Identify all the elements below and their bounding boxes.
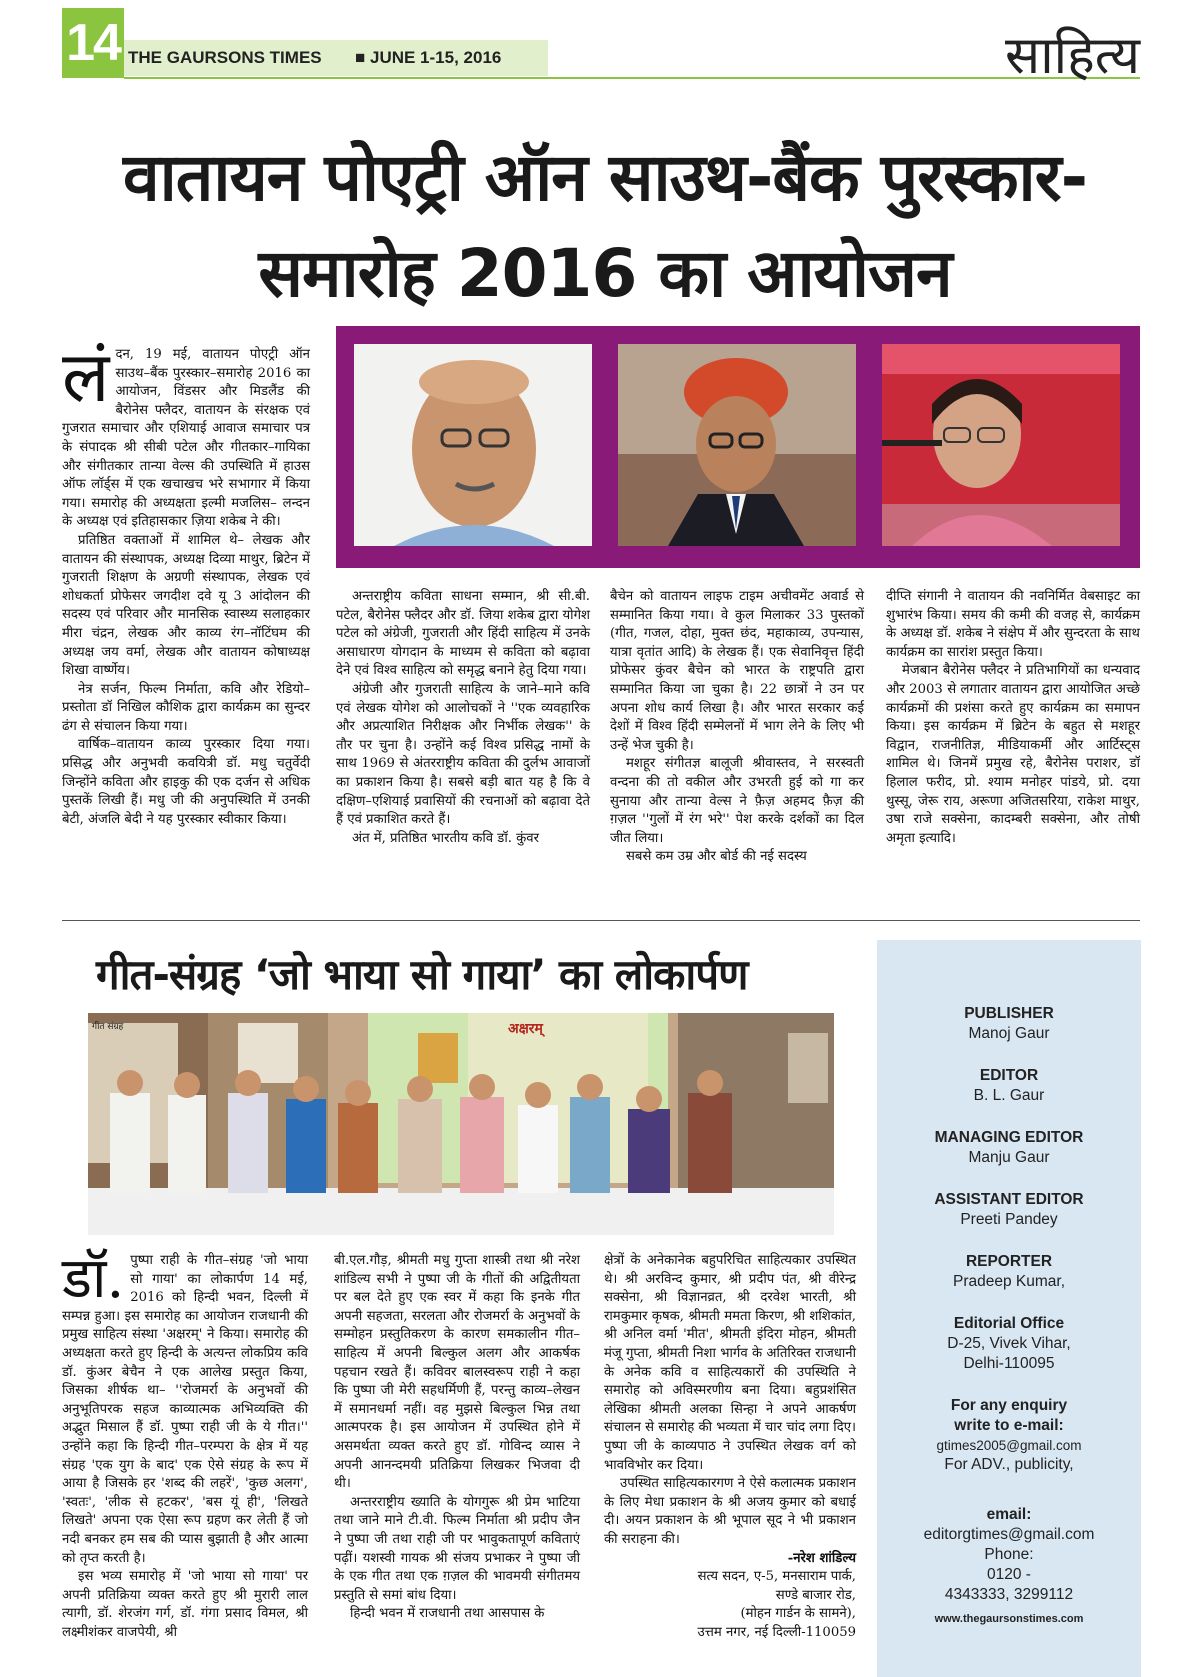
reporter-name: Pradeep Kumar, — [952, 1273, 1065, 1290]
headline-line-1: वातायन पोएट्री ऑन साउथ-बैंक पुरस्कार- — [122, 139, 1088, 216]
portrait-photo-1 — [354, 344, 592, 546]
issue-date: ■ JUNE 1-15, 2016 — [355, 48, 502, 67]
assistant-editor-label: ASSISTANT EDITOR — [934, 1191, 1084, 1208]
address-line: सत्य सदन, ए-5, मनसाराम पार्क, — [697, 1569, 856, 1585]
article1-column-1 — [62, 336, 310, 829]
page-number: 14 — [62, 8, 124, 78]
photo-corner-text: गीत संग्रह — [92, 1022, 124, 1032]
paragraph: दन, 19 मई, वातायन पोएट्री ऑन साउथ–बैंक पुरस्कार–समारोह 2016 का आयोजन, विंडसर और मिडलैंड की बैरोनेस फ्लैदर, वातायन के संरक्षक एवं गुजरात समाचार और एशियाई आवाज समाचार पत्र के संपादक श्री सीबी पटेल और गीतकार–गायिका और संगीतकार तान्या वेल्स की उपस्थिति में हाउस ऑफ लॉर्ड्स में एक खचाखच भरे सभागार में किया गया। समारोह की अध्यक्षता इल्मी मजलिस– लन्दन के अध्यक्ष एवं इतिहासकार ज़िया शकेब ने की। — [62, 347, 310, 530]
author-name: -नरेश शांडिल्य — [787, 1550, 856, 1566]
photo-banner-text: अक्षरम् — [508, 1021, 543, 1037]
article1-headline — [70, 130, 1140, 322]
phone-label: Phone: — [984, 1546, 1034, 1563]
enquiry-label: For any enquiry — [950, 1397, 1068, 1414]
office-address-line: D-25, Vivek Vihar, — [947, 1335, 1071, 1352]
paragraph: वार्षिक–वातायन काव्य पुरस्कार दिया गया। प्रसिद्ध और अनुभवी कवयित्री डॉ. मधु चतुर्वेदी जिन्होंने कविता और हाइकु की एक दर्जन से अधिक पुस्तकें लिखी हैं। मधु जी की अनुपस्थिति में उनकी बेटी, अंजलि बेदी ने यह पुरस्कार स्वीकार किया। — [62, 737, 310, 827]
article1-column-2 — [336, 588, 590, 848]
paragraph: अंग्रेजी और गुजराती साहित्य के जाने–माने कवि एवं लेखक योगेश को आलोचकों ने ''एक व्यवहारिक और अप्रत्याशित निरीक्षक और निर्भीक लेखक'' के तौर पर चुना है। उन्होंने कई विश्व प्रसिद्ध नामों के साथ 1969 से अंतरराष्ट्रीय कविता की दुर्लभ आवाजों का प्रकाशन किया है। सबसे बड़ी बात यह है कि वे दक्षिण–एशियाई प्रवासियों की रचनाओं को बढ़ावा देते हैं एवं प्रकाशित करते हैं। — [336, 681, 590, 828]
portrait-photo-3 — [882, 344, 1120, 546]
headline-line-2: समारोह 2016 का आयोजन — [258, 235, 952, 312]
paragraph: अन्तरराष्ट्रीय ख्याति के योगगुरू श्री प्रेम भाटिया तथा जाने माने टी.वी. फिल्म निर्माता श्री प्रदीप जैन ने पुष्पा जी तथा राही जी पर भावुकतापूर्ण कविताएं पढ़ीं। यशस्वी गायक श्री संजय प्रभाकर ने पुष्पा जी के एक गीत तथा एक ग़ज़ल की भावमयी संगीतमय प्रस्तुति से समां बांध दिया। — [334, 1494, 580, 1603]
paragraph: क्षेत्रों के अनेकानेक बहुपरिचित साहित्यकार उपस्थित थे। श्री अरविन्द कुमार, श्री प्रदीप पंत, श्री वीरेन्द्र सक्सेना, श्री विज्ञानव्रत, श्री दरवेश भारती, श्री रामकुमार कृषक, श्रीमती ममता किरण, श्री शशिकांत, श्री अनिल वर्मा 'मीत', श्रीमती इंदिरा मोहन, श्रीमती मंजू गुप्ता, श्रीमती निशा भार्गव के अतिरिक्त राजधानी के अनेक कवि व साहित्यकारों की उपस्थिति ने समारोह को अविस्मरणीय बना दिया। बहुप्रशंसित लेखिका श्रीमती अलका सिन्हा ने अपने आकर्षण संचालन से समारोह की भव्यता में चार चांद लगा दिए। पुष्पा जी के काव्यपाठ ने उपस्थित लेखक वर्ग को भावविभोर कर दिया। — [604, 1253, 856, 1473]
paragraph: अन्तराष्ट्रीय कविता साधना सम्मान, श्री सी.बी. पटेल, बैरोनेस फ्लैदर और डॉ. जिया शकेब द्वारा योगेश पटेल को अंग्रेजी, गुजराती और हिंदी साहित्य में उनके असाधारण योगदान के माध्यम से कविता को बढ़ावा देने एवं विश्व साहित्य को समृद्ध बनाने हेतु दिया गया। — [336, 589, 590, 679]
editor-name: B. L. Gaur — [973, 1087, 1045, 1104]
photo-panel — [336, 326, 1140, 568]
email-label: email: — [986, 1506, 1032, 1523]
article2-headline: गीत-संग्रह ‘जो भाया सो गाया’ का लोकार्पण — [96, 950, 748, 999]
paragraph: सबसे कम उम्र और बोर्ड की नई सदस्य — [626, 849, 807, 865]
article2-column-2 — [334, 1252, 580, 1624]
newspaper-name: THE GAURSONS TIMES — [128, 48, 322, 67]
phone-number: 0120 - — [987, 1566, 1031, 1583]
paragraph: नेत्र सर्जन, फिल्म निर्माता, कवि और रेडियो–प्रस्तोता डॉ निखिल कौशिक द्वारा कार्यक्रम का सुन्दर ढंग से संचालन किया गया। — [62, 681, 310, 734]
adv-line: For ADV., publicity, — [944, 1456, 1074, 1473]
publisher-label: PUBLISHER — [964, 1005, 1054, 1022]
paragraph: मशहूर संगीतज्ञ बालूजी श्रीवास्तव, ने सरस्वती वन्दना की तो वकील और उभरती हुई को गा कर सुनाया और तान्या वेल्स ने फ़ैज़ अहमद फ़ैज़ की ग़ज़ल ''गुलों में रंग भरे'' पेश करके दर्शकों का दिल जीत लिया। — [610, 756, 864, 846]
section-divider — [62, 920, 1140, 921]
paragraph: अंत में, प्रतिष्ठित भारतीय कवि डॉ. कुंवर — [352, 830, 540, 846]
article2-column-1 — [62, 1246, 308, 1642]
website-link[interactable]: www.thegaursonstimes.com — [934, 1613, 1084, 1625]
header-rule — [124, 77, 1140, 79]
reporter-label: REPORTER — [965, 1253, 1053, 1270]
office-label: Editorial Office — [953, 1315, 1065, 1332]
paragraph: बैचेन को वातायन लाइफ टाइम अचीवमेंट अवार्ड से सम्मानित किया गया। वे कुल मिलाकर 33 पुस्तकों (गीत, गजल, दोहा, मुक्त छंद, महाकाव्य, उपन्यास, यात्रा वृतांत आदि) के लेखक हैं। एक सेवानिवृत्त हिंदी प्रोफेसर कुंवर बैचेन को भारत के राष्ट्रपति द्वारा सम्मानित किया जा चुका है। 22 छात्रों ने उन पर अपना शोध कार्य लिखा है। और भारत सरकार कई देशों में विश्व हिंदी सम्मेलनों में भाग लेने के लिए भी उन्हें भेज चुकी है। — [610, 589, 864, 753]
paragraph: उपस्थित साहित्यकारगण ने ऐसे कलात्मक प्रकाशन के लिए मेधा प्रकाशन के श्री अजय कुमार को बधाई दी। अयन प्रकाशन के श्री भूपाल सूद ने भी प्रकाशन की सराहना की। — [604, 1476, 856, 1547]
paragraph: पुष्पा राही के गीत–संग्रह 'जो भाया सो गाया' का लोकार्पण 14 मई, 2016 को हिन्दी भवन, दिल्ली में सम्पन्न हुआ। इस समारोह का आयोजन राजधानी की प्रमुख साहित्य संस्था 'अक्षरम्' ने किया। समारोह की अध्यक्षता करते हुए हिन्दी के अत्यन्त लोकप्रिय कवि डॉ. कुंअर बेचैन ने एक आलेख प्रस्तुत किया, जिसका शीर्षक था– ''रोजमर्रा के अनुभवों की अनुभूतिपरक सहज काव्यात्मक अभिव्यक्ति की अद्भुत मिसाल हैं डॉ. पुष्पा राही जी के ये गीत।'' उन्होंने कहा कि हिन्दी गीत–परम्परा के क्षेत्र में यह संग्रह 'एक युग के बाद' एक ऐसे संग्रह के रूप में आया है जिसके हर 'शब्द की लहरें', 'कुछ अलग', 'स्वतः', 'लीक से हटकर', 'बस यूं ही', 'लिखते लिखते' अपना एक ऐसा रूप ग्रहण कर लेती हैं जो नदी बनकर हम सब की प्यास बुझाती है और आत्मा को तृप्त करती है। — [62, 1253, 308, 1566]
email-link[interactable]: editorgtimes@gmail.com — [923, 1526, 1095, 1543]
paragraph: इस भव्य समारोह में 'जो भाया सो गाया' पर अपनी प्रतिक्रिया व्यक्त करते हुए श्री मुरारी लाल त्यागी, डॉ. शेरजंग गर्ग, डॉ. गंगा प्रसाद विमल, श्री लक्ष्मीशंकर वाजपेयी, श्री — [62, 1569, 308, 1640]
event-photo — [88, 1013, 834, 1235]
masthead-sidebar — [877, 940, 1141, 1677]
paragraph: प्रतिष्ठित वक्ताओं में शामिल थे– लेखक और वातायन की संस्थापक, अध्यक्ष दिव्या माथुर, ब्रिटेन में गुजराती शिक्षण के अग्रणी संस्थापक, लेखक एवं शोधकर्ता प्रोफेसर जगदीश दवे यू 3 आंदोलन की सदस्य एवं परिवार और मानसिक स्वास्थ्य सलाहकार मीरा चंद्रन, लेखक और काव्य रंग–नॉटिंघम की अध्यक्ष जय वर्मा, लेखक और वातायन कोषाध्यक्ष शिखा वार्ष्णेय। — [62, 532, 310, 679]
address-line: (मोहन गार्डन के सामने), — [740, 1606, 856, 1622]
enquiry-label: write to e-mail: — [954, 1417, 1064, 1434]
paragraph: मेजबान बैरोनेस फ्लैदर ने प्रतिभागियों का धन्यवाद और 2003 से लगातार वातायन द्वारा आयोजित अच्छे कार्यक्रमों की प्रशंसा करते हुए कार्यक्रम का समापन किया। इस कार्यक्रम में ब्रिटेन के बहुत से मशहूर विद्वान, राजनीतिज्ञ, मीडियाकर्मी और आर्टिस्ट्स शामिल थे। जिनमें प्रमुख रहे, बैरोनेस पराशर, डॉ हिलाल फरीद, प्रो. श्याम मनोहर पांडये, प्रो. दया थुस्सू, जेरू राय, अरूणा अजितसरिया, राकेश माथुर, उषा राजे सक्सेना, कादम्बरी सक्सेना, और तोषी अमृता इत्यादि। — [886, 663, 1140, 846]
paragraph: बी.एल.गौड़, श्रीमती मधु गुप्ता शास्त्री तथा श्री नरेश शांडिल्य सभी ने पुष्पा जी के गीतों की अद्वितीयता पर बल देते हुए एक स्वर में कहा कि इनके गीत अपनी सहजता, सरलता और रोजमर्रा के अनुभवों के सम्मोहन प्रस्तुतिकरण के कारण समकालीन गीत–साहित्य में अपनी बिल्कुल अलग और आकर्षक पहचान रखते हैं। कविवर बालस्वरूप राही ने कहा कि पुष्पा जी मेरी सहधर्मिणी हैं, परन्तु काव्य–लेखन में समानधर्मा नहीं। वह मुझसे बिल्कुल भिन्न तथा आत्मपरक है। इस आयोजन में उपस्थित होने में असमर्थता व्यक्त करते हुए डॉ. गोविन्द व्यास ने अपनी आनन्दमयी प्रतिक्रिया लिखकर भिजवा दी थी। — [334, 1253, 580, 1492]
dropcap: डॉ. — [62, 1246, 125, 1311]
dropcap: लं — [62, 336, 110, 418]
portrait-photo-2 — [618, 344, 856, 546]
managing-editor-name: Manju Gaur — [968, 1149, 1050, 1166]
address-line: सण्डे बाजार रोड, — [775, 1587, 856, 1603]
article1-column-4 — [886, 588, 1140, 848]
enquiry-email-link[interactable]: gtimes2005@gmail.com — [936, 1438, 1082, 1453]
managing-editor-label: MANAGING EDITOR — [934, 1129, 1084, 1146]
office-address-line: Delhi-110095 — [963, 1355, 1055, 1372]
author-signoff — [604, 1550, 856, 1643]
article1-column-3 — [610, 588, 864, 867]
article2-column-3 — [604, 1252, 856, 1642]
phone-number: 4343333, 3299112 — [944, 1586, 1074, 1603]
editor-label: EDITOR — [979, 1067, 1039, 1084]
address-line: उत्तम नगर, नई दिल्ली-110059 — [697, 1624, 856, 1640]
paragraph: दीप्ति संगानी ने वातायन की नवनिर्मित वेबसाइट का शुभारंभ किया। समय की कमी की वजह से, कार्यक्रम के अध्यक्ष डॉ. शकेब ने संक्षेप में और सुन्दरता के साथ कार्यक्रम का सारांश प्रस्तुत किया। — [886, 589, 1140, 660]
section-title: साहित्य — [1005, 26, 1140, 86]
publisher-name: Manoj Gaur — [968, 1025, 1050, 1042]
paragraph: हिन्दी भवन में राजधानी तथा आसपास के — [350, 1606, 545, 1622]
assistant-editor-name: Preeti Pandey — [960, 1211, 1058, 1228]
